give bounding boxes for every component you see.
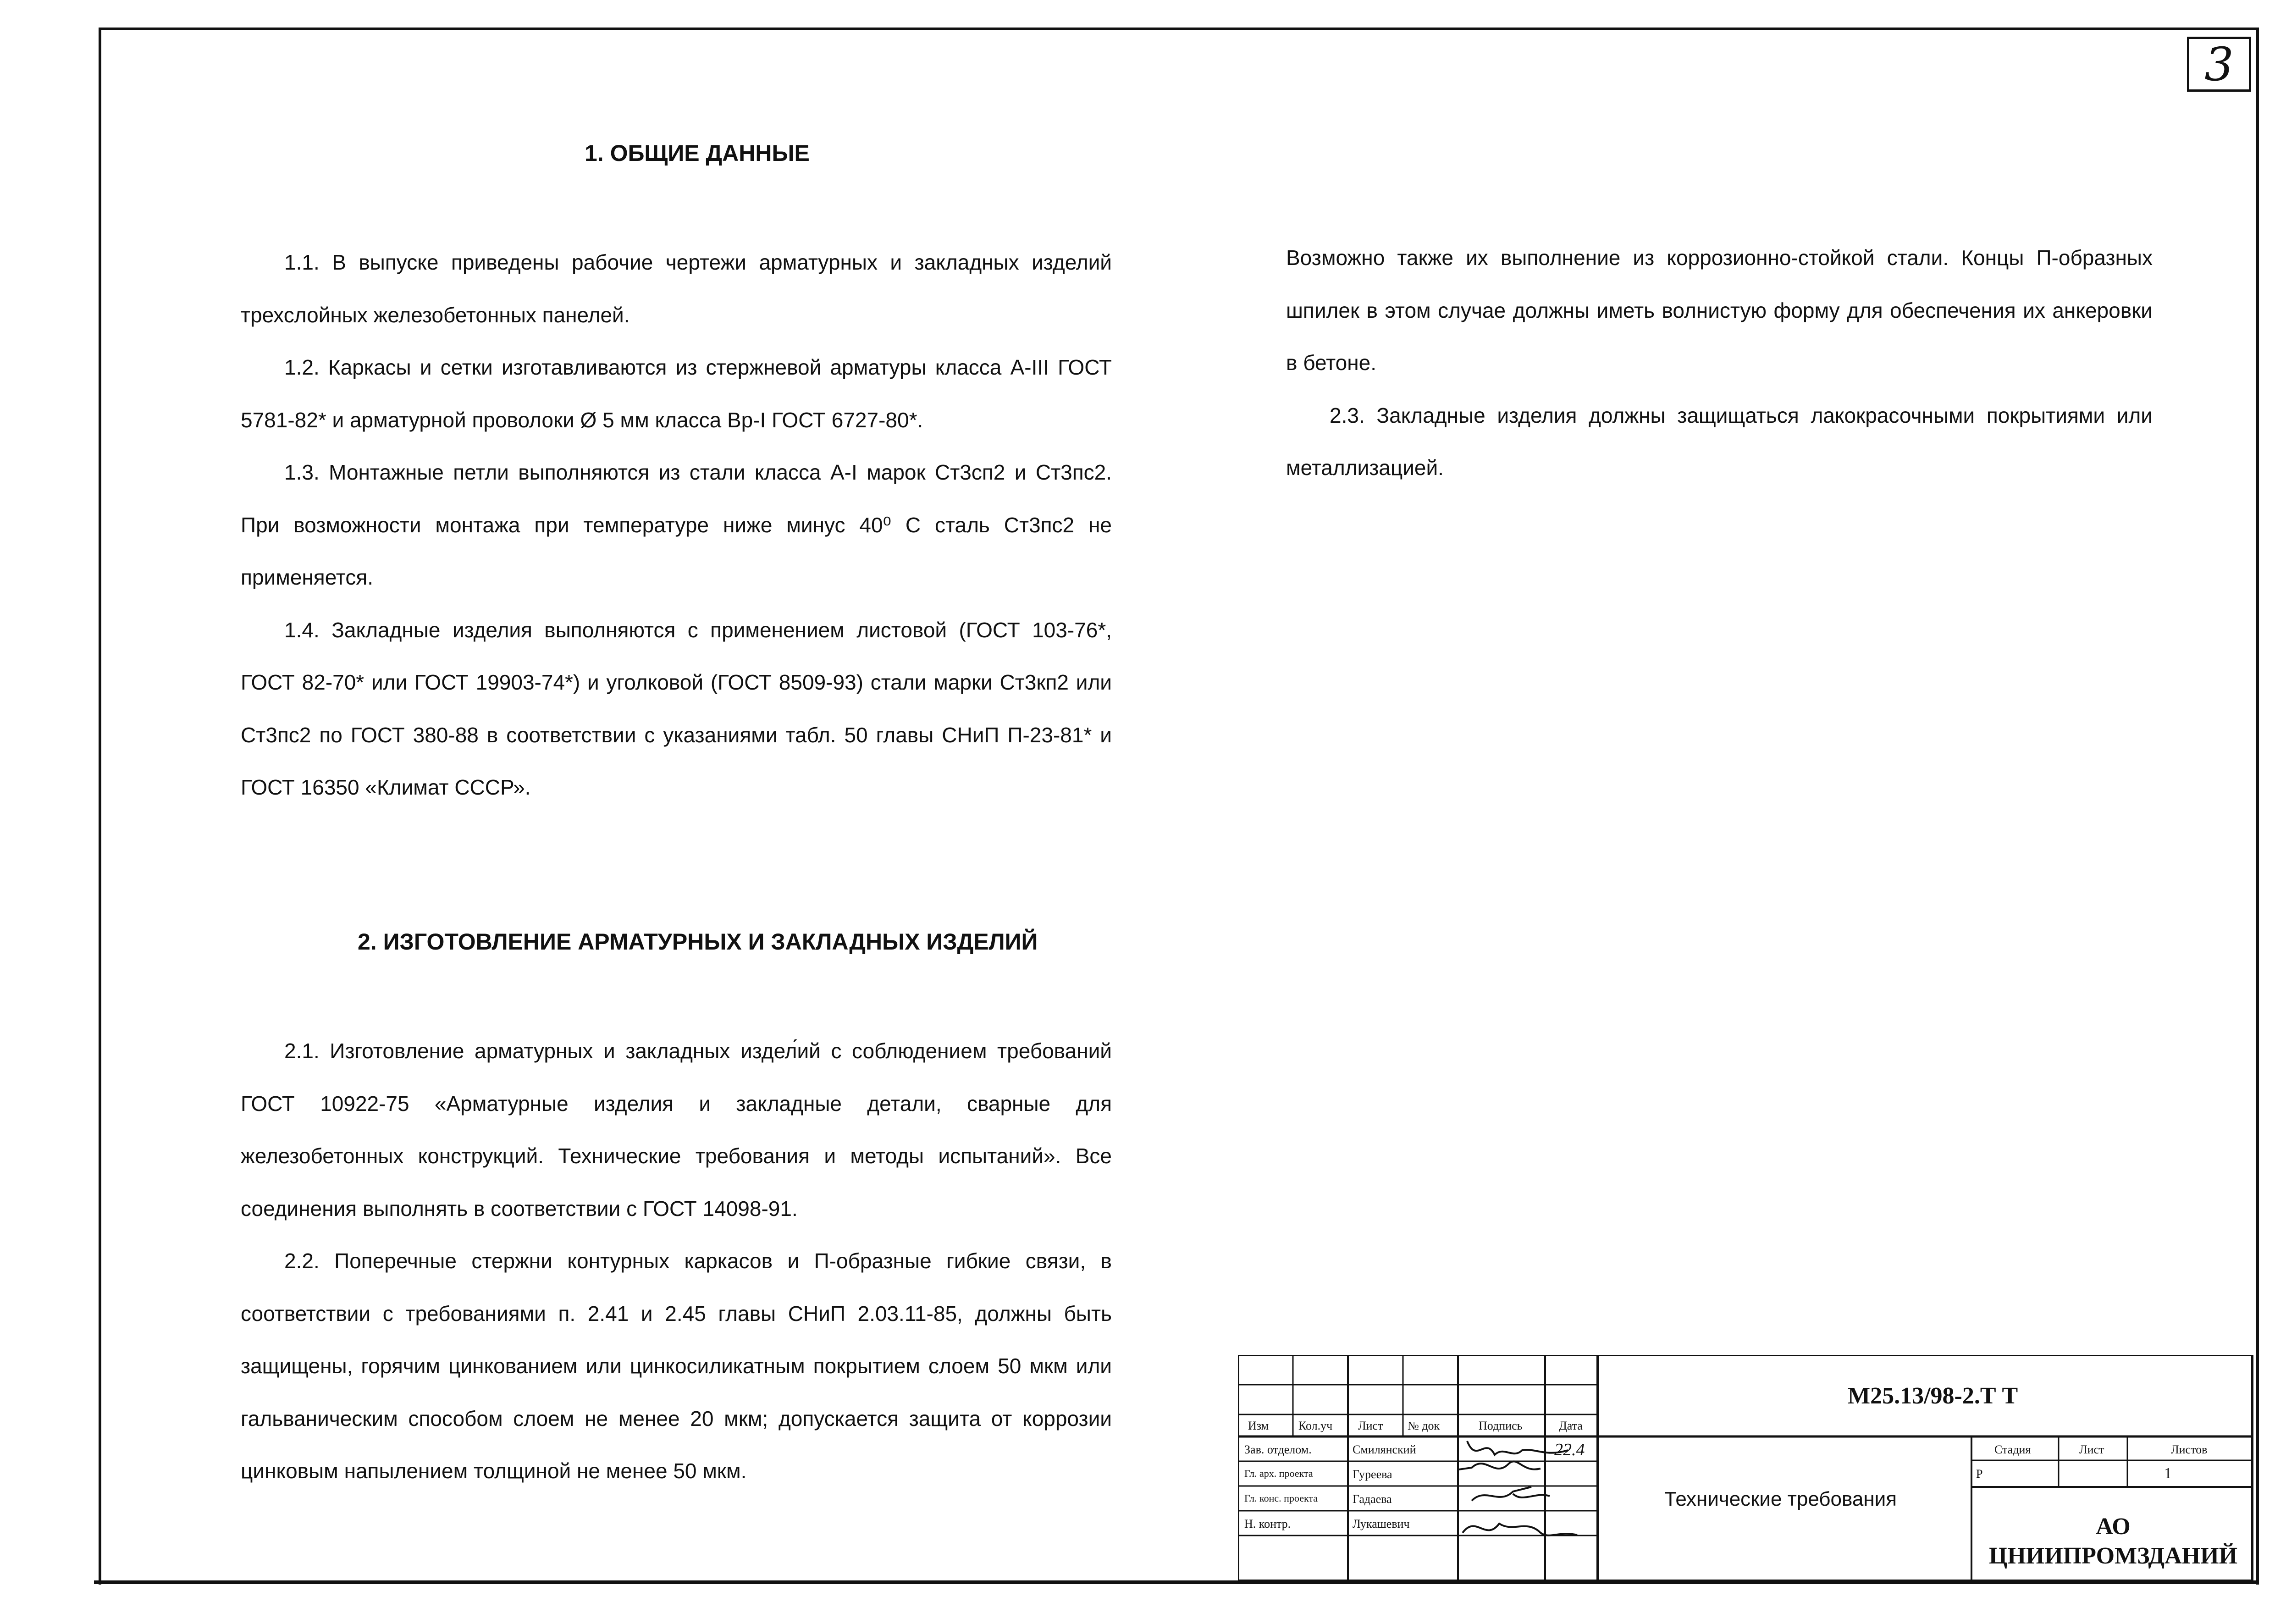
name-norm-control: Лукашевич [1353,1517,1410,1530]
paragraph-2-3: 2.3. Закладные изделия должны защищаться лакокрасочными покрытиями или металлизацией. [1286,403,2153,480]
sheets-value: 1 [2164,1465,2172,1482]
name-chief-architect: Гуреева [1353,1468,1392,1481]
date-head-of-dept: 22.4 [1554,1440,1585,1459]
organization [1974,1512,2253,1571]
paragraph-1-1: 1.1. В выпуске приведены рабочие чертежи арматурных и закладных изделий трехслойных железобетонных панелей. [241,250,1112,327]
section-2-body [241,1025,1112,1497]
sheets-label: Листов [2171,1443,2208,1456]
header-doc-no: № док [1408,1419,1440,1432]
signatures [1458,1436,1596,1582]
stage-value: Р [1976,1467,1983,1480]
header-list: Лист [1358,1419,1383,1432]
document-code: М25.13/98-2.Т Т [1848,1383,2018,1409]
name-chief-engineer: Гадаева [1353,1492,1392,1506]
organization-line-2: ЦНИИПРОМЗДАНИЙ [1988,1543,2238,1569]
header-signature: Подпись [1479,1419,1523,1432]
paragraph-2-2-continuation: Возможно также их выполнение из коррозионно-стойкой стали. Концы П-образных шпилек в этом случае должны иметь волнистую форму для обеспечения их анкеровки в бетоне. [1286,246,2153,375]
role-norm-control: Н. контр. [1244,1517,1291,1530]
header-izm: Изм [1248,1419,1269,1432]
right-column-body [1286,232,2153,494]
role-chief-engineer: Гл. конс. проекта [1244,1492,1318,1504]
paragraph-2-2: 2.2. Поперечные стержни контурных каркасов и П-образные гибкие связи, в соответствии с требованиями п. 2.41 и 2.45 главы СНиП 2.03.11-85, должны быть защищены, горячим цинкованием или цинкосиликатным покрытием слоем 50 мкм или гальваническим способом слоем не менее 20 мкм; допускается защита от коррозии цинковым напылением толщиной не менее 50 мкм. [241,1249,1112,1483]
section-1-body [241,236,1112,814]
sheet-number: 3 [2187,37,2251,92]
document-name: Технические требования [1664,1488,1897,1510]
section-1-title: 1. ОБЩИЕ ДАННЫЕ [585,140,810,166]
sheet-label: Лист [2079,1443,2104,1456]
header-kol-uch: Кол.уч [1298,1419,1333,1432]
name-head-of-dept: Смилянский [1353,1443,1416,1456]
paragraph-2-1: 2.1. Изготовление арматурных и закладных издел́ий с соблюдением требований ГОСТ 10922-75 «Арматурные изделия и закладные детали, сварные для железобетонных конструкций. Технические требования и методы испытаний». Все соединения выполнять в соответствии с ГОСТ 14098-91. [241,1039,1112,1221]
stage-label: Стадия [1994,1443,2031,1456]
paragraph-1-3: 1.3. Монтажные петли выполняются из стали класса A-I марок Ст3сп2 и Ст3пс2. При возможности монтажа при температуре ниже минус 40⁰ С сталь Ст3пс2 не применяется. [241,460,1112,589]
section-2-title: 2. ИЗГОТОВЛЕНИЕ АРМАТУРНЫХ И ЗАКЛАДНЫХ ИЗДЕЛИЙ [358,929,1038,955]
organization-line-1: АО [2096,1514,2131,1540]
paragraph-1-2: 1.2. Каркасы и сетки изготавливаются из стержневой арматуры класса А-III ГОСТ 5781-82* и арматурной проволоки Ø 5 мм класса Вр-I ГОСТ 6727-80*. [241,355,1112,432]
title-block [1238,1355,2253,1582]
role-chief-architect: Гл. арх. проекта [1244,1468,1313,1479]
paragraph-1-4: 1.4. Закладные изделия выполняются с применением листовой (ГОСТ 103-76*, ГОСТ 82-70* или ГОСТ 19903-74*) и уголковой (ГОСТ 8509-93) стали марки Ст3кп2 или Ст3пс2 по ГОСТ 380-88 в соответствии с указаниями табл. 50 главы СНиП П-23-81* и ГОСТ 16350 «Климат СССР». [241,618,1112,799]
header-date: Дата [1559,1419,1583,1432]
role-head-of-dept: Зав. отделом. [1244,1443,1312,1456]
